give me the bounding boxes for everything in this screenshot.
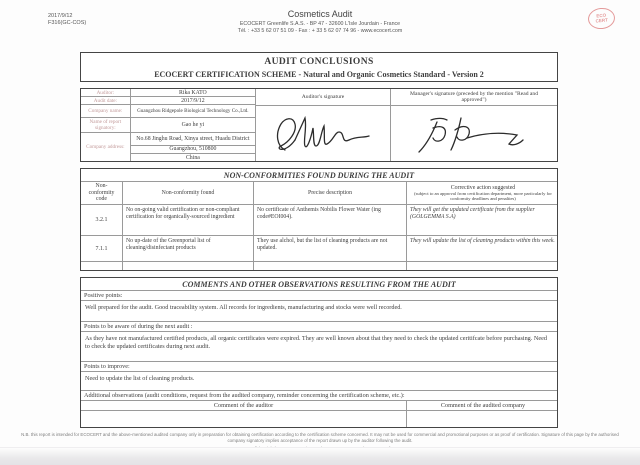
signatory-row <box>81 118 255 133</box>
scan-edge <box>0 447 640 465</box>
nc-action: They will get the updated certificate from the supplier (GOLGEMMA S.A) <box>410 207 535 220</box>
audit-date-label: Audit date: <box>81 97 131 104</box>
header-address-line2: Tél. : +33 5 62 07 51 09 - Fax : + 33 5 62 07 74 96 - www.ecocert.com <box>237 27 403 34</box>
nonconformities-header-row <box>81 182 557 205</box>
company-address-row <box>81 133 255 161</box>
auditor-signature-icon <box>271 110 375 158</box>
logo-text-bottom: CERT <box>595 16 609 24</box>
audit-conclusions-title: AUDIT CONCLUSIONS <box>264 57 374 67</box>
manager-signature <box>391 106 557 161</box>
ecocert-logo-icon <box>587 7 616 31</box>
document-title: Cosmetics Audit <box>287 9 353 19</box>
audit-date-row <box>81 97 255 105</box>
nonconformities-table <box>80 168 558 271</box>
comment-empty-row <box>81 411 557 427</box>
company-address-line2: Guangzhou, 510800 <box>131 146 255 154</box>
company-name-value: Guangzhou Ridgepole Biological Technology Co.,Ltd. <box>137 108 249 114</box>
company-address-line3: China <box>185 154 200 161</box>
nonconformity-row <box>81 205 557 236</box>
company-address-label: Company address: <box>81 133 131 161</box>
auditor-signature-column <box>256 89 391 161</box>
header-center <box>140 9 500 34</box>
header-form-code: F316(GC-COS) <box>48 20 87 26</box>
auditor-signature <box>256 106 390 161</box>
header-address-line1: ECOCERT Greenlife S.A.S. - BP 47 - 32600 L'Isle Jourdain - France <box>239 21 401 27</box>
audit-date-value: 2017/9/12 <box>181 97 205 104</box>
nc-description: No certificate of Anthemis Nobilis Flower Water (ing code#EOI004). <box>254 205 407 235</box>
nc-found: No up-date of the Greenportal list of cleaning/disinfectant products <box>123 236 254 261</box>
auditor-value: Rika KATO <box>178 89 207 96</box>
audit-info-left-section <box>81 89 256 161</box>
auditor-signature-label: Auditor's signature <box>256 89 390 106</box>
positive-points-label: Positive points: <box>81 291 557 301</box>
positive-points-text: Well prepared for the audit. Good traceability system. All records for ingredients, manufacturing and stocks were well recorded. <box>81 301 557 322</box>
col-header-code: Non-conformity code <box>81 182 123 204</box>
auditor-label: Auditor: <box>81 89 131 96</box>
nc-found: No on-going valid certification or non-compliant certification for organically-sourced ingredient <box>123 205 254 235</box>
nc-code: 7.1.1 <box>81 236 123 261</box>
col-header-corrective <box>407 182 559 204</box>
empty-cell <box>407 411 559 427</box>
title-box <box>80 52 558 82</box>
empty-cell <box>81 411 407 427</box>
company-name-row <box>81 105 255 118</box>
audit-info-table <box>80 88 558 162</box>
manager-signature-label: Manager's signature (preceded by the mention "Read and approved") <box>391 89 557 106</box>
nb-footnote: N.B. this report is intended for ECOCERT and the above-mentioned audited company only in preparation for obtaining certification according to the certification scheme concerned. It may not be used for commercial and promotional purposes or as proof of certification. Signature of this page by the authorised company signatory implies acceptance of the report drawn up by the auditor following the audit. <box>21 432 619 443</box>
manager-signature-icon <box>409 112 539 156</box>
nonconformities-title: NON-CONFORMITIES FOUND DURING THE AUDIT <box>81 169 557 182</box>
points-improve-text: Need to update the list of cleaning products. <box>81 372 557 391</box>
nonconformity-empty-row <box>81 262 557 270</box>
header-date: 2017/9/12 <box>48 13 73 19</box>
nc-action: They will update the list of cleaning products within this week. <box>410 238 555 244</box>
comment-header-row <box>81 401 557 411</box>
logo-text-top: ECO <box>596 12 607 19</box>
company-name-label: Company name: <box>81 105 131 117</box>
col-header-corrective-main: Corrective action suggested <box>450 184 516 191</box>
points-aware-label: Points to be aware of during the next audit : <box>81 322 557 332</box>
col-header-description: Precise description <box>254 182 407 204</box>
points-improve-label: Points to improve: <box>81 362 557 372</box>
comment-of-company-header: Comment of the audited company <box>440 402 526 409</box>
manager-signature-column <box>391 89 557 161</box>
col-header-found: Non-conformity found <box>123 182 254 204</box>
empty-cell <box>123 262 254 270</box>
additional-observations-label: Additional observations (audit conditions, request from the audited company, reminder concerning the certification scheme, etc.): <box>81 391 557 401</box>
nonconformity-row <box>81 236 557 262</box>
comment-of-auditor-header: Comment of the auditor <box>81 401 407 410</box>
company-address-line1: No.68 Jinghu Road, Xinya street, Huadu District <box>131 133 255 146</box>
certification-scheme-subtitle: ECOCERT CERTIFICATION SCHEME - Natural and Organic Cosmetics Standard - Version 2 <box>154 70 484 79</box>
auditor-row <box>81 89 255 97</box>
nc-description: They use alchol, but the list of cleaning products are not updated. <box>254 236 407 261</box>
signatory-label: Name of report signatory: <box>81 118 131 132</box>
points-aware-text: As they have not manufactured certified products, all organic certificates were expired. They are well known about that they need to check the updated ceritifcate before purchasing. Need to check the updated certificates during next audit. <box>81 332 557 362</box>
header-form-meta <box>48 13 86 27</box>
empty-cell <box>254 262 407 270</box>
comments-title: COMMENTS AND OTHER OBSERVATIONS RESULTING FROM THE AUDIT <box>81 278 557 291</box>
col-header-corrective-sub: (subject to an approval from certification department, more particularly for conformity deadlines and penalties) <box>414 191 552 202</box>
signatory-value: Gao he yi <box>181 122 205 128</box>
nc-code: 3.2.1 <box>81 205 123 235</box>
empty-cell <box>407 262 559 270</box>
empty-cell <box>81 262 123 270</box>
comments-table <box>80 277 558 428</box>
